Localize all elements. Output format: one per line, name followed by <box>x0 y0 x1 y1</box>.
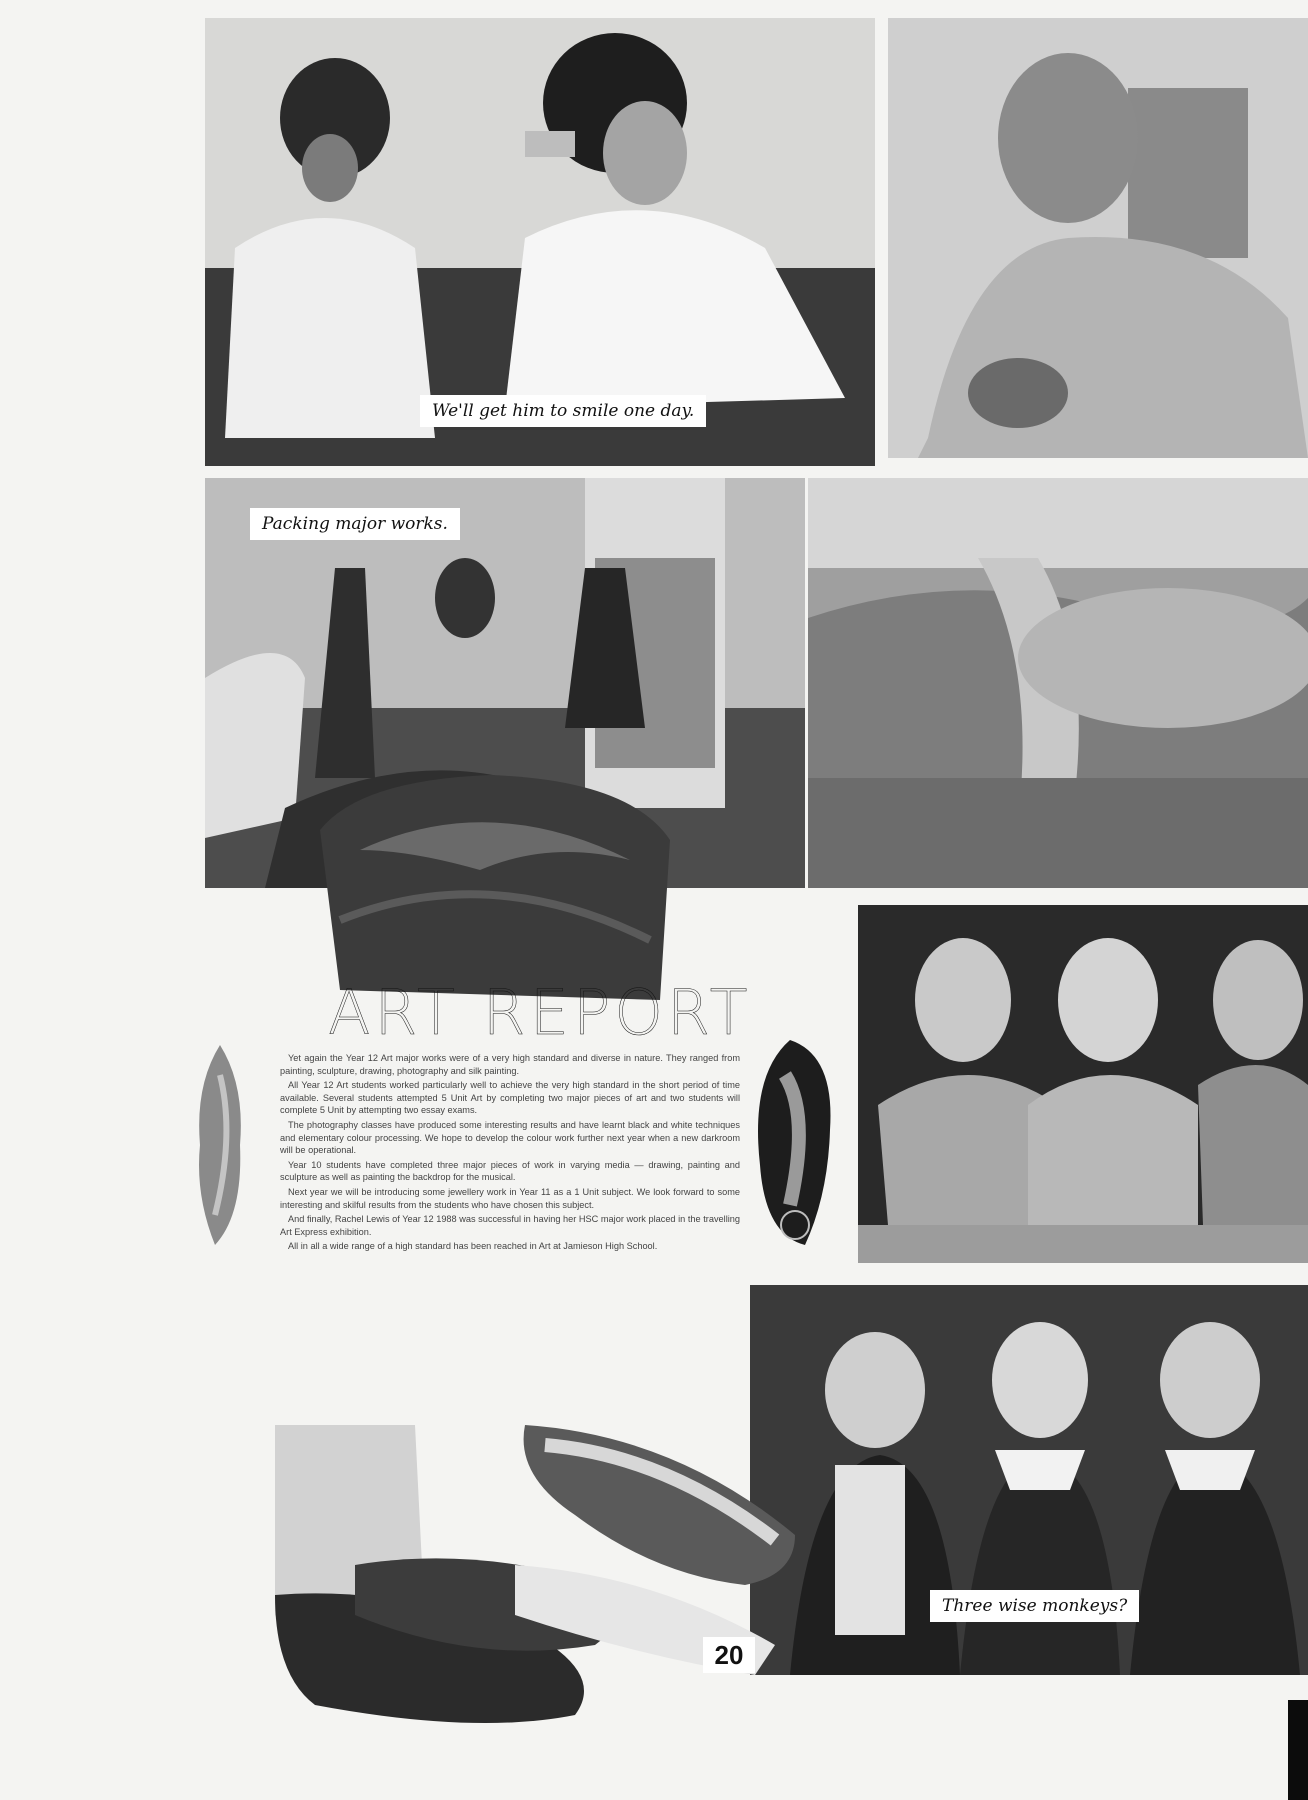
hair-cutout <box>300 770 680 1010</box>
caption-top: We'll get him to smile one day. <box>420 395 706 427</box>
shoes-cutout <box>275 1415 805 1735</box>
caption-packing: Packing major works. <box>250 508 460 540</box>
article-paragraph: All Year 12 Art students worked particularly well to achieve the very high standard in the short period of time available. Several students attempted 5 Unit Art by completing two major pieces of art and two students will complete 5 Unit by attempting two essay exams. <box>280 1080 740 1116</box>
caption-monkeys: Three wise monkeys? <box>930 1590 1139 1622</box>
article-paragraph: Yet again the Year 12 Art major works were of a very high standard and diverse in nature. They ranged from painting, sculpture, drawing, photography and silk painting. <box>280 1053 740 1076</box>
ear-cutout-right <box>750 1035 835 1250</box>
photo-landscape-painting <box>808 478 1308 888</box>
article-paragraph: Year 10 students have completed three major pieces of work in varying media — drawing, painting and sculpture as well as painting the backdrop for the musical. <box>280 1159 740 1183</box>
edge-bar <box>1288 1700 1308 1800</box>
article-paragraph: And finally, Rachel Lewis of Year 12 1988 was successful in having her HSC major work placed in the travelling Art Express exhibition. <box>280 1214 740 1237</box>
ear-cutout-left <box>195 1045 245 1245</box>
photo-man-art <box>888 18 1308 458</box>
article-title: ART REPORT <box>328 976 752 1049</box>
article-paragraph: All in all a wide range of a high standard has been reached in Art at Jamieson High School. <box>288 1241 658 1252</box>
article-body <box>280 1052 740 1255</box>
photo-masks <box>858 905 1308 1263</box>
article-paragraph: Next year we will be introducing some jewellery work in Year 11 as a 1 Unit subject. We look forward to some interesting and skilful results from the students who have chosen this subject. <box>280 1186 740 1210</box>
photo-masks-art <box>858 905 1308 1263</box>
article-paragraph: The photography classes have produced some interesting results and have learnt black and white techniques and elementary colour processing. We hope to develop the colour work further next year when a new darkroom will be operational. <box>280 1119 740 1156</box>
page-number: 20 <box>703 1637 755 1673</box>
photo-man <box>888 18 1308 458</box>
photo-landscape-art <box>808 478 1308 888</box>
